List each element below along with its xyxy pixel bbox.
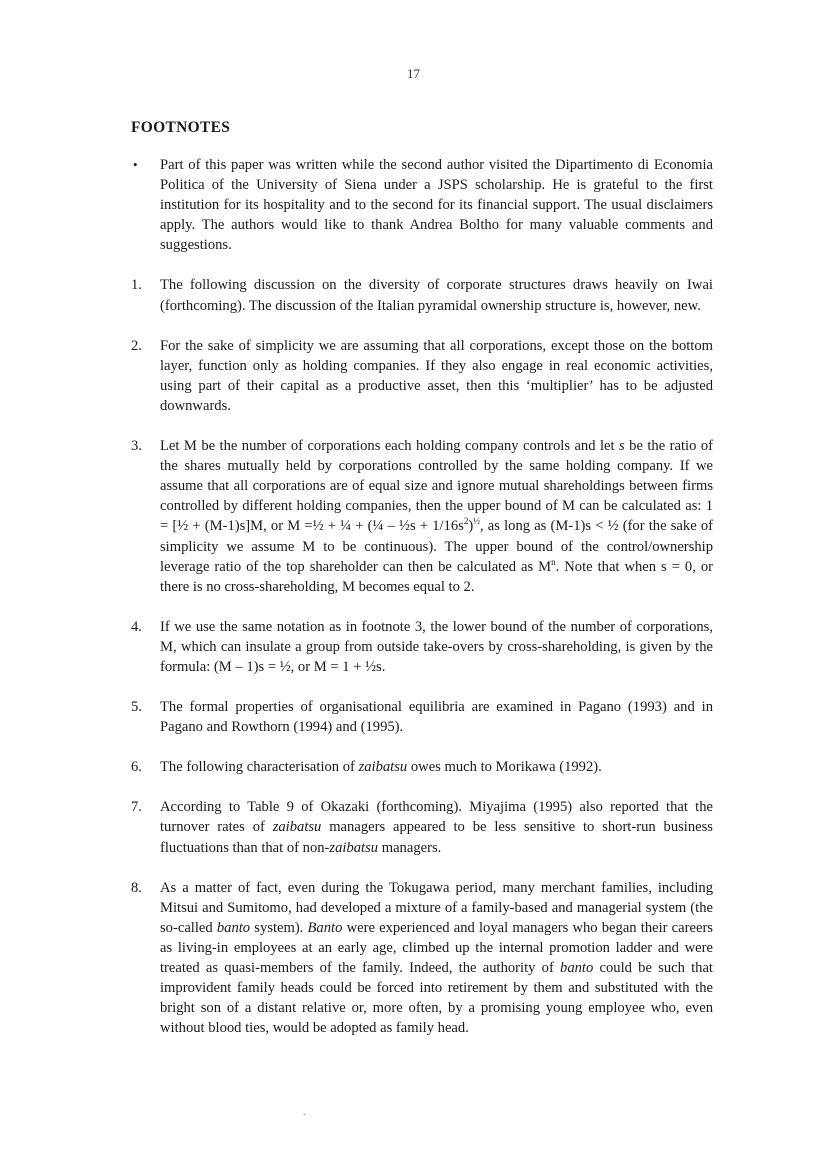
footnote-text: If we use the same notation as in footnote 3, the lower bound of the number of corporations, M, which can insulate a group from outside take-overs by cross-shareholding, is given by the formula: (M – 1)s = ½, or M = 1 + ½s. [160, 618, 713, 675]
superscript: n [551, 556, 556, 567]
text-run: According to Table 9 of Okazaki (forthcoming). Miyajima (1995) also reported that the turnover rates of [160, 799, 713, 836]
text-run: , as long as (M-1)s < ½ (for the sake of simplicity we assume M to be continuous). The upper bound of the control/ownership leverage ratio of the top shareholder can then be calculated as M [160, 518, 713, 575]
footnote-number: 1. [131, 277, 142, 294]
footnote-number: 6. [131, 759, 142, 776]
footnote-number: 4. [131, 618, 142, 635]
text-run: managers. [378, 839, 442, 856]
footnote-4 [131, 617, 713, 677]
text-run: owes much to Morikawa (1992). [407, 759, 602, 776]
italic-term: zaibatsu [329, 839, 379, 856]
text-run: Let M be the number of corporations each holding company controls and let [160, 438, 620, 455]
text-run: system). [250, 919, 308, 936]
bullet-marker: • [133, 157, 138, 172]
italic-term: zaibatsu [358, 759, 408, 776]
text-run: The following characterisation of [160, 759, 359, 776]
page-number: 17 [407, 66, 420, 81]
footnote-7 [131, 797, 713, 857]
italic-term: zaibatsu [272, 819, 322, 836]
footnote-5 [131, 697, 713, 737]
footnote-text: The formal properties of organisational equilibria are examined in Pagano (1993) and in Pagano and Rowthorn (1994) and (1995). [160, 699, 713, 736]
footnote-8 [131, 878, 713, 1039]
scan-artifact-dot: . [303, 1107, 306, 1118]
text-run: be the ratio of the shares mutually held by corporations controlled by the same holding company. If we assume that all corporations are of equal size and ignore mutual shareholdings between firms controlled by different holding companies, then the upper bound of M can be calculated as: 1 = [½ + (M-1)s]M, or M =½ + ¼ + (¼ – ½s + 1/16s [160, 438, 713, 535]
footnote-text: The following discussion on the diversity of corporate structures draws heavily on Iwai (forthcoming). The discussion of the Italian pyramidal ownership structure is, however, new. [160, 277, 713, 314]
footnote-6 [131, 757, 713, 777]
footnote-text [160, 759, 602, 775]
variable-s: s [619, 438, 625, 455]
text-run: were experienced and loyal managers who began their careers as living-in employees at an early age, climbed up the internal promotion ladder and were treated as quasi-members of the family. Indeed, the authority of [160, 919, 713, 976]
footnotes-list [131, 155, 713, 1058]
footnote-number: 5. [131, 699, 142, 716]
footnote-text [160, 880, 713, 1037]
footnote-text: For the sake of simplicity we are assuming that all corporations, except those on the bottom layer, function only as holding companies. If they also engage in real economic activities, using part of their capital as a productive asset, then this ‘multiplier’ has to be adjusted downwards. [160, 337, 713, 414]
italic-term: banto [560, 960, 594, 976]
footnote-acknowledgement [131, 155, 713, 255]
footnote-text [160, 438, 713, 595]
footnote-3 [131, 436, 713, 597]
footnote-number: 8. [131, 879, 142, 896]
text-run: . Note that when s = 0, or there is no cross-shareholding, M becomes equal to 2. [160, 558, 714, 595]
footnote-1 [131, 275, 713, 315]
footnote-text [160, 799, 713, 855]
footnote-2 [131, 336, 713, 416]
text-run: managers appeared to be less sensitive to short-run business fluctuations than that of non- [160, 819, 713, 856]
footnote-number: 2. [131, 337, 142, 354]
footnote-number: 3. [131, 438, 142, 455]
superscript: 2 [463, 516, 469, 527]
superscript: ½ [473, 516, 480, 527]
footnotes-heading: FOOTNOTES [131, 119, 231, 136]
footnote-number: 7. [131, 799, 142, 816]
italic-term: banto [216, 919, 251, 936]
footnote-text: Part of this paper was written while the second author visited the Dipartimento di Economia Politica of the University of Siena under a JSPS scholarship. He is grateful to the first institution for its hospitality and to the second for its financial support. The usual disclaimers apply. The authors would like to thank Andrea Boltho for many valuable comments and suggestions. [160, 157, 713, 254]
text-run: As a matter of fact, even during the Tokugawa period, many merchant families, including Mitsui and Sumitomo, had developed a mixture of a family-based and managerial system (the so-called [160, 879, 713, 936]
text-run: ) [468, 518, 474, 535]
italic-term: Banto [307, 919, 343, 936]
text-run: could be such that improvident family heads could be forced into retirement by them and substituted with the bright son of a distant relative or, more often, by a promising young employee who, even without blood ties, would be adopted as family head. [160, 960, 713, 1037]
